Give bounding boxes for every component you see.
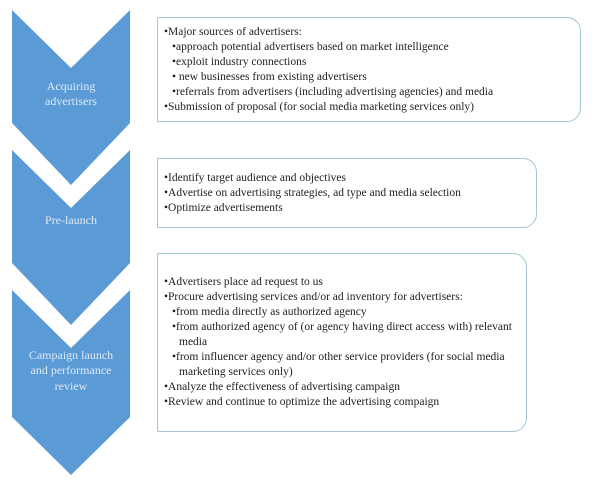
chevron-label-campaign-launch: Campaign launch and performance review bbox=[28, 347, 114, 393]
bullet-item: •Procure advertising services and/or ad inventory for advertisers: bbox=[164, 291, 463, 303]
bullet-item: •referrals from advertisers (including advertising agencies) and media bbox=[172, 85, 494, 98]
detail-box-campaign-launch bbox=[157, 253, 527, 432]
bullet-item: •Review and continue to optimize the advertising compaign bbox=[164, 396, 440, 408]
bullet-item: •Advertisers place ad request to us bbox=[164, 276, 323, 288]
chevron-label-acquiring-advertisers: Acquiring advertisers bbox=[45, 78, 97, 108]
bullet-item: •from authorized agency of (or agency having direct access with) relevant media bbox=[172, 321, 512, 348]
bullet-item: •Major sources of advertisers: bbox=[164, 25, 302, 38]
detail-box-pre-launch bbox=[157, 158, 537, 228]
bullet-item: •exploit industry connections bbox=[172, 55, 307, 68]
bullet-item: •Submission of proposal (for social media marketing services only) bbox=[164, 100, 474, 113]
bullet-item: •Optimize advertisements bbox=[164, 201, 283, 214]
bullet-item: •from media directly as authorized agency bbox=[172, 306, 367, 318]
bullet-item: • new businesses from existing advertisers bbox=[172, 70, 367, 83]
chevron-label-pre-launch: Pre-launch bbox=[45, 213, 97, 228]
bullet-item: •approach potential advertisers based on market intelligence bbox=[172, 40, 449, 53]
bullet-item: •Analyze the effectiveness of advertising campaign bbox=[164, 381, 400, 393]
bullet-item: •Advertise on advertising strategies, ad type and media selection bbox=[164, 186, 461, 199]
detail-box-acquiring-advertisers bbox=[157, 17, 581, 122]
bullet-item: •Identify target audience and objectives bbox=[164, 171, 346, 184]
bullet-item: •from influencer agency and/or other service providers (for social media marketing services only) bbox=[172, 351, 505, 378]
